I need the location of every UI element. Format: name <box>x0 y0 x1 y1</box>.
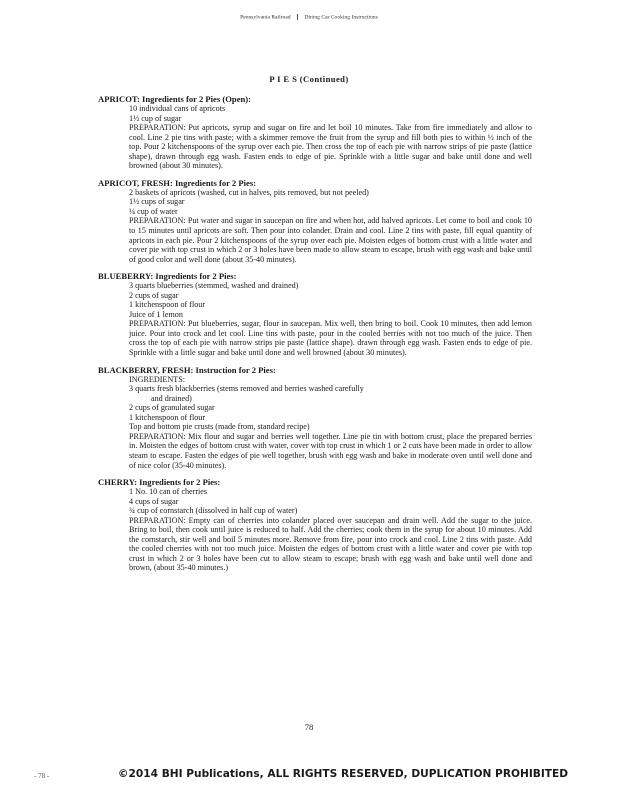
recipe-apricot-fresh <box>98 178 532 264</box>
ingredient-line: 10 individual cans of apricots <box>129 104 226 113</box>
page-number: 78 <box>304 722 314 732</box>
ingredient-line: 1 kitchenspoon of flour <box>129 412 206 422</box>
preparation-text: PREPARATION: Put water and sugar in saucepan on fire and when hot, add halved apricots. Let come to boil and cook 10 to 15 minutes until apricots are soft. Then pour into colander. Drain and cool. Line 2 tins with paste, fill equal quantity of apricots in each pie. Pour 2 kitchenspoons of the syrup over each pie. Moisten edges of bottom crust with a little water and cover pie with top crust in which 2 or 3 holes have been made to allow steam to escape, brush with egg wash and bake until of good color and well done (about 35-40 minutes). <box>129 216 532 264</box>
recipe-title: APRICOT, FRESH: Ingredients for 2 Pies: <box>98 177 257 188</box>
recipe-body <box>129 487 532 573</box>
ingredient-line: INGREDIENTS: <box>129 374 185 384</box>
preparation-text: PREPARATION: Empty can of cherries into colander placed over saucepan and drain well. Add the sugar to the juice. Bring to boil, then cook until juice is reduced to half. Add the cherries; cook them in the syrup for about 10 minutes. Add the cornstarch, stir well and boil 5 minutes more. Remove from fire, pour into crock and cool. Line 2 tins with paste. Add the cooled cherries with not too much juice. Moisten the edges of bottom crust with a little water and cover pie with top crust in which 2 or 3 holes have been cut to allow steam to escape; brush with egg wash and bake until well done and brown, (about 35-40 minutes.) <box>129 515 532 573</box>
recipe-list <box>98 94 532 580</box>
preparation-text: PREPARATION: Mix flour and sugar and berries well together. Line pie tin with bottom crust, place the prepared berries in. Moisten the edges of bottom crust with water, cover with top crust in which 1 or 2 cuts have been made in order to allow steam to escape. Fasten the edges of pie well together, brush with egg wash and bake in moderate oven until well done and of nice color (35-40 minutes). <box>129 431 532 470</box>
copyright-notice: ©2014 BHI Publications, ALL RIGHTS RESERVED, DUPLICATION PROHIBITED <box>117 768 569 780</box>
header-book-title: Dining Car Cooking Instructions <box>304 14 378 21</box>
recipe-body <box>129 188 532 264</box>
recipe-body <box>129 281 532 357</box>
ingredient-line: 1½ cup of sugar <box>129 113 182 123</box>
preparation-text: PREPARATION: Put blueberries, sugar, flour in saucepan. Mix well, then bring to boil. Cook 10 minutes, then add lemon juice. Pour into crock and let cool. Line tins with paste, pour in the cooled berries with not too much of the juice. Then cross the top of each pie with narrow strips pie paste (lattice shape). drawn through egg wash. Fasten ends to edge of pie. Sprinkle with a little sugar and bake until done and well browned (about 30 minutes). <box>129 319 532 358</box>
ingredient-line: Juice of 1 lemon <box>129 309 183 319</box>
recipe-blueberry <box>98 271 532 357</box>
recipe-apricot <box>98 94 532 171</box>
ingredient-line: 4 cups of sugar <box>129 496 179 506</box>
ingredient-line: and drained) <box>151 393 192 403</box>
ingredient-line: 3 quarts fresh blackberries (stems removed and berries washed carefully <box>129 384 364 394</box>
recipe-body <box>129 375 532 470</box>
ingredient-line: 2 cups of granulated sugar <box>129 403 215 413</box>
recipe-cherry <box>98 477 532 573</box>
header-divider <box>297 14 298 20</box>
ingredient-line: 2 baskets of apricots (washed, cut in halves, pits removed, but not peeled) <box>129 187 369 197</box>
ingredient-line: ¾ cup of cornstarch (dissolved in half cup of water) <box>129 506 298 516</box>
ingredient-line: 1 No. 10 can of cherries <box>129 487 208 497</box>
footer-page-label: - 78 - <box>34 772 50 780</box>
ingredient-line: 3 quarts blueberries (stemmed, washed and drained) <box>129 281 299 291</box>
ingredient-line: ¼ cup of water <box>129 206 178 216</box>
ingredient-line: 2 cups of sugar <box>129 290 179 300</box>
running-header <box>0 14 618 20</box>
recipe-title: APRICOT: Ingredients for 2 Pies (Open): <box>98 94 252 104</box>
header-railroad: Pennsylvania Railroad <box>240 14 291 21</box>
recipe-blackberry-fresh <box>98 365 532 470</box>
ingredient-line: 1½ cups of sugar <box>129 197 185 207</box>
ingredient-line: Top and bottom pie crusts (made from, standard recipe) <box>129 422 310 432</box>
recipe-title: BLUEBERRY: Ingredients for 2 Pies: <box>98 271 237 282</box>
preparation-text: PREPARATION: Put apricots, syrup and sugar on fire and let boil 10 minutes. Take from fire immediately and allow to cool. Line 2 pie tins with paste; with a skimmer remove the fruit from the syrup and fill both pies to within ½ inch of the top. Pour 2 kitchenspoons of the syrup over each pie. Then cross the top of each pie with narrow strips of pie paste (lattice shape), drawn through egg wash. Fasten ends to edge of pie. Sprinkle with a little sugar and bake until done and well browned (about 30 minutes). <box>129 123 532 171</box>
recipe-title: CHERRY: Ingredients for 2 Pies: <box>98 477 221 488</box>
ingredient-line: 1 kitchenspoon of flour <box>129 300 206 310</box>
recipe-title: BLACKBERRY, FRESH: Instruction for 2 Pies: <box>98 364 276 375</box>
recipe-body <box>129 104 532 171</box>
section-title: P I E S (Continued) <box>269 74 349 84</box>
